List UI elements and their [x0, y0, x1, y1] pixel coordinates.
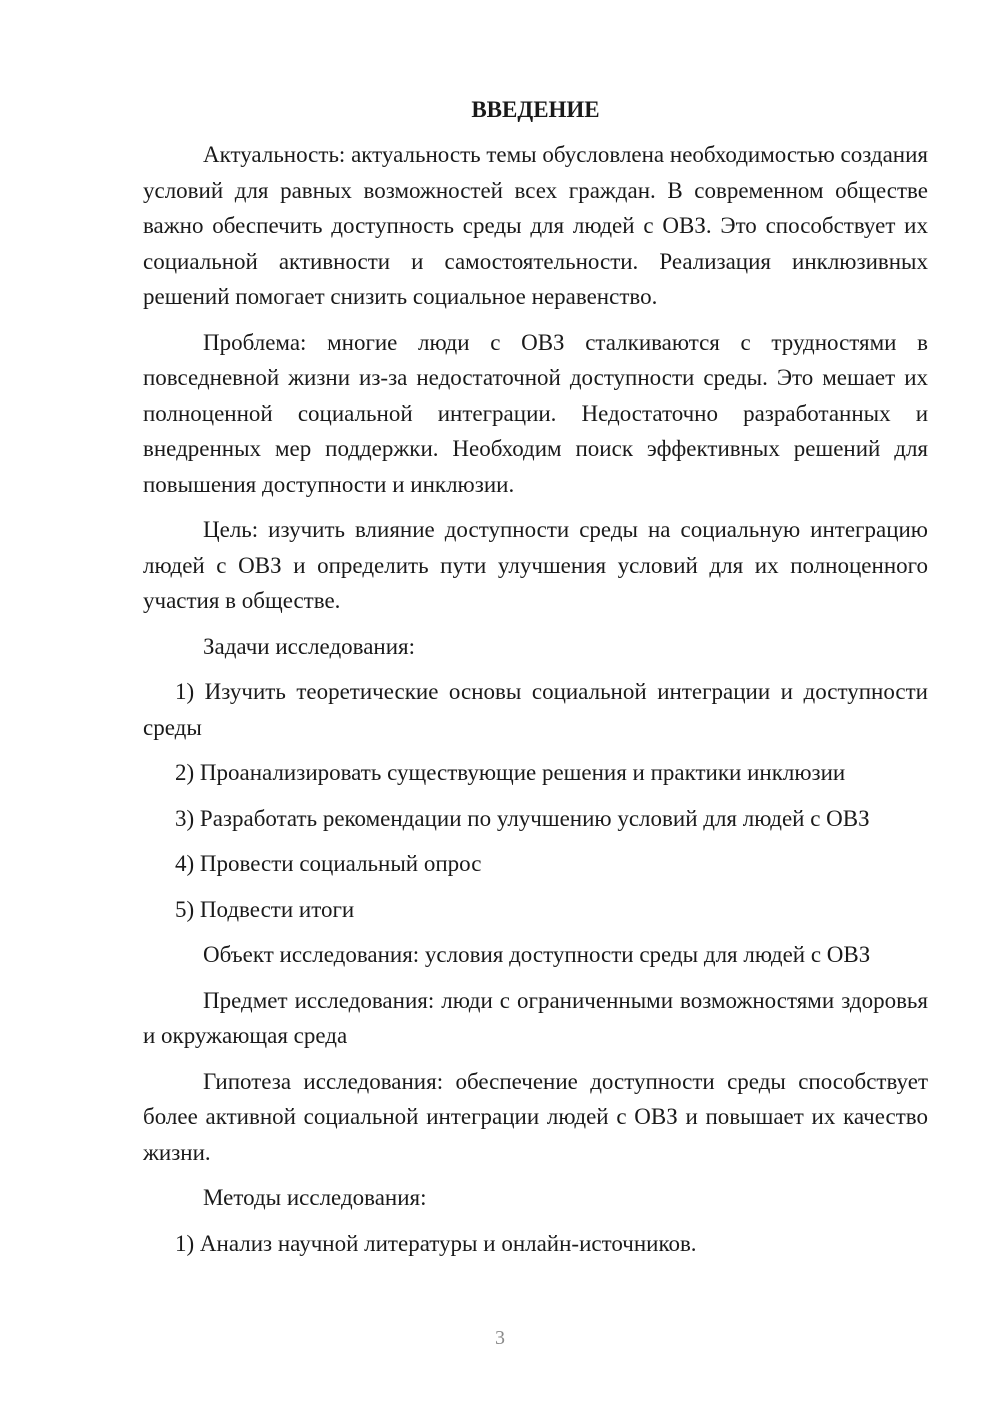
goal-paragraph: Цель: изучить влияние доступности среды на социальную интеграцию людей с ОВЗ и определить пути улучшения условий для их полноценного участия в обществе.	[143, 517, 928, 613]
task-item: 1) Изучить теоретические основы социальной интеграции и доступности среды	[143, 679, 928, 740]
object-paragraph: Объект исследования: условия доступности среды для людей с ОВЗ	[203, 942, 871, 967]
document-page	[143, 92, 928, 1271]
section-title: ВВЕДЕНИЕ	[471, 97, 600, 122]
problem-paragraph: Проблема: многие люди с ОВЗ сталкиваются с трудностями в повседневной жизни из-за недостаточной доступности среды. Это мешает их полноценной социальной интеграции. Недостаточно разработанных и внедренных мер поддержки. Необходим поиск эффективных решений для повышения доступности и инклюзии.	[143, 329, 928, 497]
relevance-paragraph: Актуальность: актуальность темы обусловлена необходимостью создания условий для равных возможностей всех граждан. В современном обществе важно обеспечить доступность среды для людей с ОВЗ. Это способствует их социальной активности и самостоятельности. Реализация инклюзивных решений помогает снизить социальное неравенство.	[143, 142, 929, 309]
subject-paragraph: Предмет исследования: люди с ограниченными возможностями здоровья и окружающая среда	[143, 987, 928, 1048]
task-item: 2) Проанализировать существующие решения и практики инклюзии	[175, 760, 846, 785]
tasks-heading: Задачи исследования:	[203, 633, 416, 659]
task-item: 5) Подвести итоги	[175, 896, 355, 922]
methods-heading: Методы исследования:	[203, 1185, 427, 1210]
task-item: 4) Провести социальный опрос	[175, 851, 482, 876]
method-item: 1) Анализ научной литературы и онлайн-источников.	[175, 1230, 697, 1256]
task-item: 3) Разработать рекомендации по улучшению условий для людей с ОВЗ	[175, 805, 870, 831]
hypothesis-paragraph: Гипотеза исследования: обеспечение доступности среды способствует более активной социальной интеграции людей с ОВЗ и повышает их качество жизни.	[143, 1068, 928, 1165]
page-number: 3	[495, 1327, 505, 1349]
